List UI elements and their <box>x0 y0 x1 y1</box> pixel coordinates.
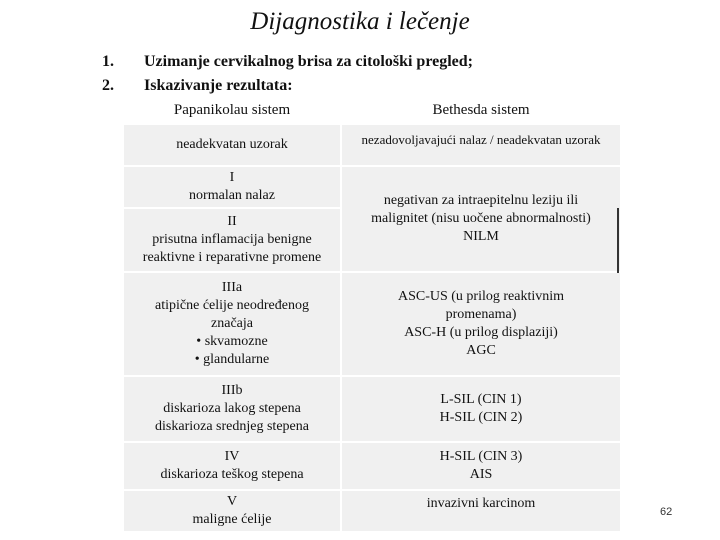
cell-text: L-SIL (CIN 1) <box>440 392 522 407</box>
cell-text: neadekvatan uzorak <box>176 137 288 152</box>
cell-text: I <box>229 170 235 185</box>
cell-text: AIS <box>469 467 493 482</box>
cell-text: ASC-US (u prilog reaktivnim <box>397 289 565 304</box>
cell-text: reaktivne i reparativne promene <box>142 250 322 265</box>
cell-text: IIIb <box>221 383 243 398</box>
cell-text: IIIa <box>221 280 243 295</box>
pap-cell-v <box>124 490 340 532</box>
cell-text: diskarioza teškog stepena <box>160 467 304 482</box>
pap-cell-i <box>124 166 340 208</box>
cell-text: V <box>226 494 238 509</box>
header-papanikolau: Papanikolau sistem <box>173 102 291 118</box>
pap-cell-iiib <box>124 376 340 442</box>
cell-text: diskarioza lakog stepena <box>163 401 301 416</box>
bethesda-cell-hsil <box>342 442 620 490</box>
bethesda-cell-invasive <box>342 490 620 532</box>
cell-text: značaja <box>211 316 253 331</box>
cell-text: prisutna inflamacija benigne <box>152 232 312 247</box>
cell-text: malignitet (nisu uočene abnormalnosti) <box>371 211 591 226</box>
cell-text: promenama) <box>445 307 517 322</box>
cell-text: NILM <box>463 229 499 244</box>
cell-text: • skvamozne <box>196 334 268 349</box>
cell-text: H-SIL (CIN 2) <box>439 410 523 425</box>
pap-cell-ii <box>124 208 340 272</box>
bethesda-cell-nilm <box>342 166 620 272</box>
pap-cell-inadequate <box>124 124 340 166</box>
list-text: Uzimanje cervikalnog brisa za citološki pregled; <box>144 53 473 70</box>
cell-text: maligne ćelije <box>192 512 272 527</box>
pap-cell-iiia <box>124 272 340 376</box>
pap-cell-iv <box>124 442 340 490</box>
list-number: 1. <box>102 53 114 70</box>
cell-text: invazivni karcinom <box>426 496 536 511</box>
cell-text: H-SIL (CIN 3) <box>439 449 523 464</box>
bethesda-cell-lsil <box>342 376 620 442</box>
list-text: Iskazivanje rezultata: <box>144 77 293 94</box>
list-item <box>102 74 473 98</box>
classification-table <box>124 124 620 532</box>
cell-text: negativan za intraepitelnu leziju ili <box>383 193 579 208</box>
bethesda-cell-unsatisfactory <box>342 124 620 166</box>
cell-text: normalan nalaz <box>189 188 275 203</box>
header-bethesda: Bethesda sistem <box>432 102 530 118</box>
divider-line <box>617 208 619 273</box>
cell-text: ASC-H (u prilog displaziji) <box>404 325 558 340</box>
page-title: Dijagnostika i lečenje <box>250 8 470 35</box>
cell-text: atipične ćelije neodređenog <box>155 298 309 313</box>
list-number: 2. <box>102 77 114 94</box>
cell-text: diskarioza srednjeg stepena <box>155 419 309 434</box>
cell-text: • glandularne <box>194 352 270 367</box>
bethesda-cell-asc <box>342 272 620 376</box>
steps-list <box>102 50 473 98</box>
page-number: 62 <box>660 506 673 518</box>
cell-text: AGC <box>466 343 496 358</box>
list-item <box>102 50 473 74</box>
cell-text: IV <box>224 449 240 464</box>
cell-text: nezadovoljavajući nalaz / neadekvatan uzorak <box>361 132 601 147</box>
cell-text: II <box>227 214 237 229</box>
